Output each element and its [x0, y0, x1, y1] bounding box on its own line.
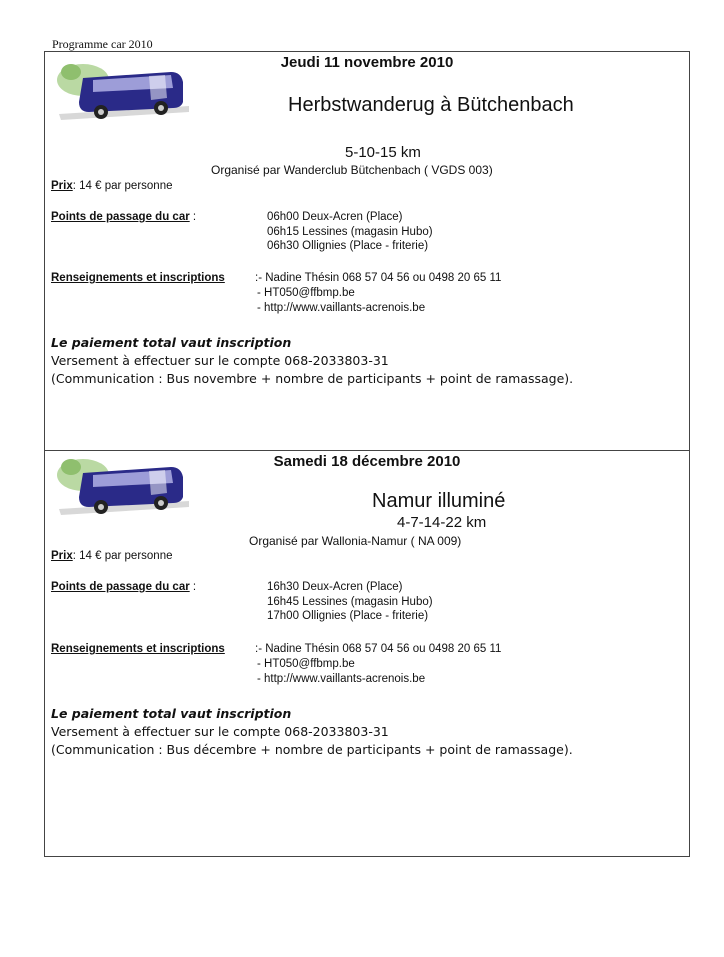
price-value: : 14 € par personne: [72, 180, 173, 192]
contact-label: Renseignements et inscriptions: [51, 643, 225, 655]
stop-item: 06h00 Deux-Acren (Place): [267, 211, 403, 223]
stops-list: [267, 210, 433, 254]
contact-website: - http://www.vaillants-acrenois.be: [257, 302, 426, 314]
contact-label: Renseignements et inscriptions: [51, 272, 225, 284]
payment-communication: (Communication : Bus novembre + nombre de participants + point de ramassage).: [51, 371, 574, 386]
payment-account: Versement à effectuer sur le compte 068-2033803-31: [51, 353, 389, 368]
contact-email: - HT050@ffbmp.be: [257, 658, 355, 670]
price-label: Prix: [51, 550, 73, 562]
stop-item: 06h30 Ollignies (Place - friterie): [267, 240, 429, 252]
price-row: [51, 179, 173, 193]
stops-heading: [51, 210, 196, 224]
contact-email: - HT050@ffbmp.be: [257, 287, 355, 299]
trip-section-november: [45, 52, 689, 450]
price-label: Prix: [51, 180, 73, 192]
stop-item: 17h00 Ollignies (Place - friterie): [267, 610, 429, 622]
organizer-text: Organisé par Wallonia-Namur ( NA 009): [249, 534, 462, 548]
contact-website: - http://www.vaillants-acrenois.be: [257, 673, 426, 685]
stops-separator: :: [189, 211, 197, 223]
trip-date: Jeudi 11 novembre 2010: [280, 54, 454, 71]
hike-distance: 5-10-15 km: [345, 144, 421, 161]
payment-account: Versement à effectuer sur le compte 068-2033803-31: [51, 724, 389, 739]
contact-heading: [51, 642, 225, 656]
hike-distance: 4-7-14-22 km: [397, 514, 487, 531]
contact-heading: [51, 271, 225, 285]
price-value: : 14 € par personne: [72, 550, 173, 562]
stop-item: 16h45 Lessines (magasin Hubo): [267, 595, 433, 608]
program-frame: [44, 51, 690, 857]
stops-separator: :: [189, 581, 197, 593]
trip-section-december: [45, 451, 689, 849]
contact-phone: :- Nadine Thésin 068 57 04 56 ou 0498 20 65 11: [255, 272, 502, 284]
payment-title: Le paiement total vaut inscription: [51, 706, 292, 721]
stops-label: Points de passage du car: [51, 211, 190, 223]
trip-date: Samedi 18 décembre 2010: [273, 453, 461, 470]
contact-list: [255, 271, 501, 316]
hike-title: Namur illuminé: [372, 490, 506, 512]
price-row: [51, 549, 173, 563]
payment-title: Le paiement total vaut inscription: [51, 335, 292, 350]
stop-item: 16h30 Deux-Acren (Place): [267, 581, 403, 593]
payment-block: [51, 705, 573, 759]
stops-heading: [51, 580, 196, 594]
hike-title: Herbstwanderug à Bütchenbach: [288, 94, 574, 116]
contact-phone: :- Nadine Thésin 068 57 04 56 ou 0498 20 65 11: [255, 643, 502, 655]
stops-label: Points de passage du car: [51, 581, 190, 593]
organizer-text: Organisé par Wanderclub Bütchenbach ( VGDS 003): [211, 163, 493, 177]
payment-block: [51, 334, 573, 388]
page-header: Programme car 2010: [52, 37, 153, 51]
contact-list: [255, 642, 501, 687]
stops-list: [267, 580, 433, 624]
stop-item: 06h15 Lessines (magasin Hubo): [267, 225, 433, 238]
payment-communication: (Communication : Bus décembre + nombre de participants + point de ramassage).: [51, 742, 573, 757]
